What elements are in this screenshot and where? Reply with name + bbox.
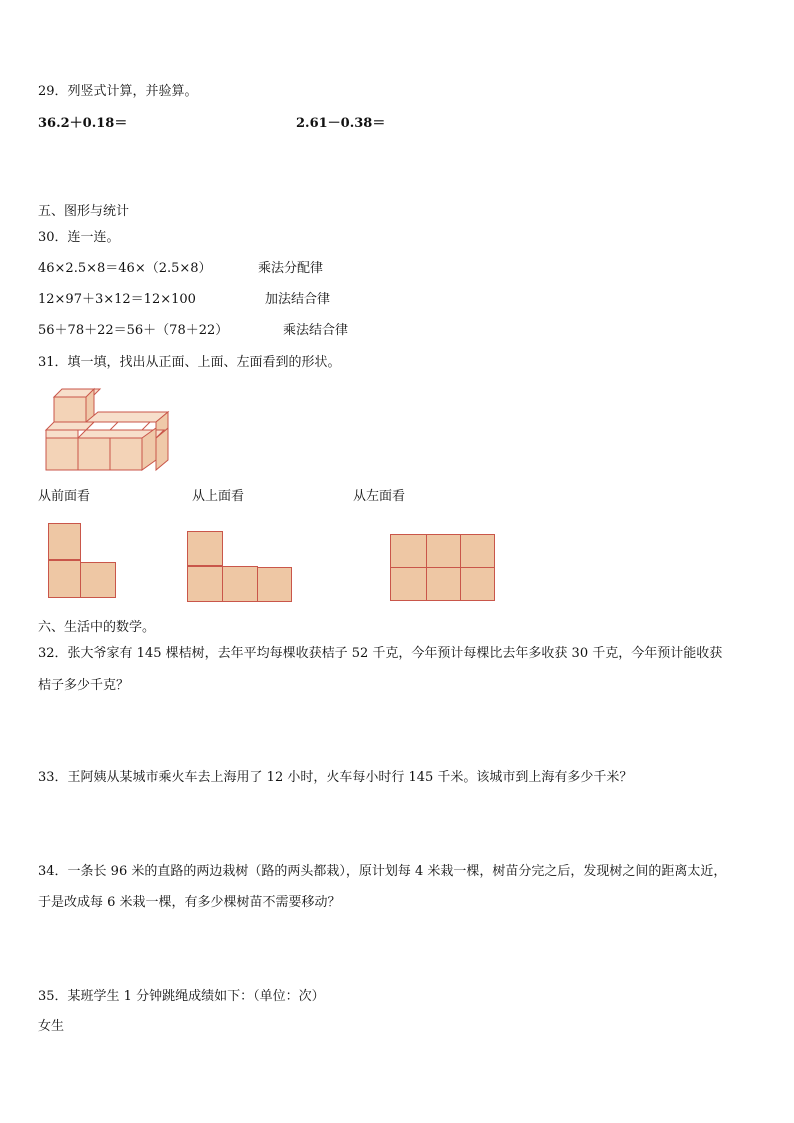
section-5-heading: 五、图形与统计: [38, 204, 130, 219]
question-31-title: 31．填一填，找出从正面、上面、左面看到的形状。: [38, 355, 341, 370]
question-35-line-1: 35．某班学生 1 分钟跳绳成绩如下：（单位：次）: [38, 989, 325, 1004]
view-label-left: 从左面看: [353, 489, 406, 504]
question-32-line-2: 桔子多少千克？: [38, 678, 130, 693]
question-33-line-1: 33．王阿姨从某城市乘火车去上海用了 12 小时，火车每小时行 145 千米。该城市到上海有多少千米？: [38, 770, 633, 785]
section-6-heading: 六、生活中的数学。: [38, 620, 156, 635]
question-34-line-1: 34．一条长 96 米的直路的两边栽树（路的两头都栽），原计划每 4 米栽一棵，树苗分完之后，发现树之间的距离太近，: [38, 864, 727, 879]
match-law-1: 乘法分配律: [258, 261, 324, 276]
question-32-line-1: 32．张大爷家有 145 棵桔树，去年平均每棵收获桔子 52 千克，今年预计每棵比去年多收获 30 千克，今年预计能收获: [38, 646, 723, 661]
question-29-expr-2: 2.61－0.38＝: [296, 116, 386, 131]
cube-arrangement-figure: [40, 384, 172, 476]
view-label-top: 从上面看: [192, 489, 245, 504]
question-30-title: 30．连一连。: [38, 230, 120, 245]
match-expr-3: 56＋78＋22＝56＋（78＋22）: [38, 323, 229, 338]
question-34-line-2: 于是改成每 6 米栽一棵，有多少棵树苗不需要移动？: [38, 895, 341, 910]
question-29-expr-1: 36.2＋0.18＝: [38, 116, 128, 131]
question-35-subheading: 女生: [38, 1019, 65, 1034]
left-view-shape: [390, 534, 496, 602]
match-expr-1: 46×2.5×8＝46×（2.5×8）: [38, 261, 212, 276]
view-label-front: 从前面看: [38, 489, 91, 504]
match-law-3: 乘法结合律: [283, 323, 349, 338]
match-law-2: 加法结合律: [265, 292, 331, 307]
top-view-shape: [187, 531, 293, 603]
match-expr-2: 12×97＋3×12＝12×100: [38, 292, 196, 307]
front-view-shape: [48, 523, 118, 599]
question-29-title: 29．列竖式计算，并验算。: [38, 84, 198, 99]
